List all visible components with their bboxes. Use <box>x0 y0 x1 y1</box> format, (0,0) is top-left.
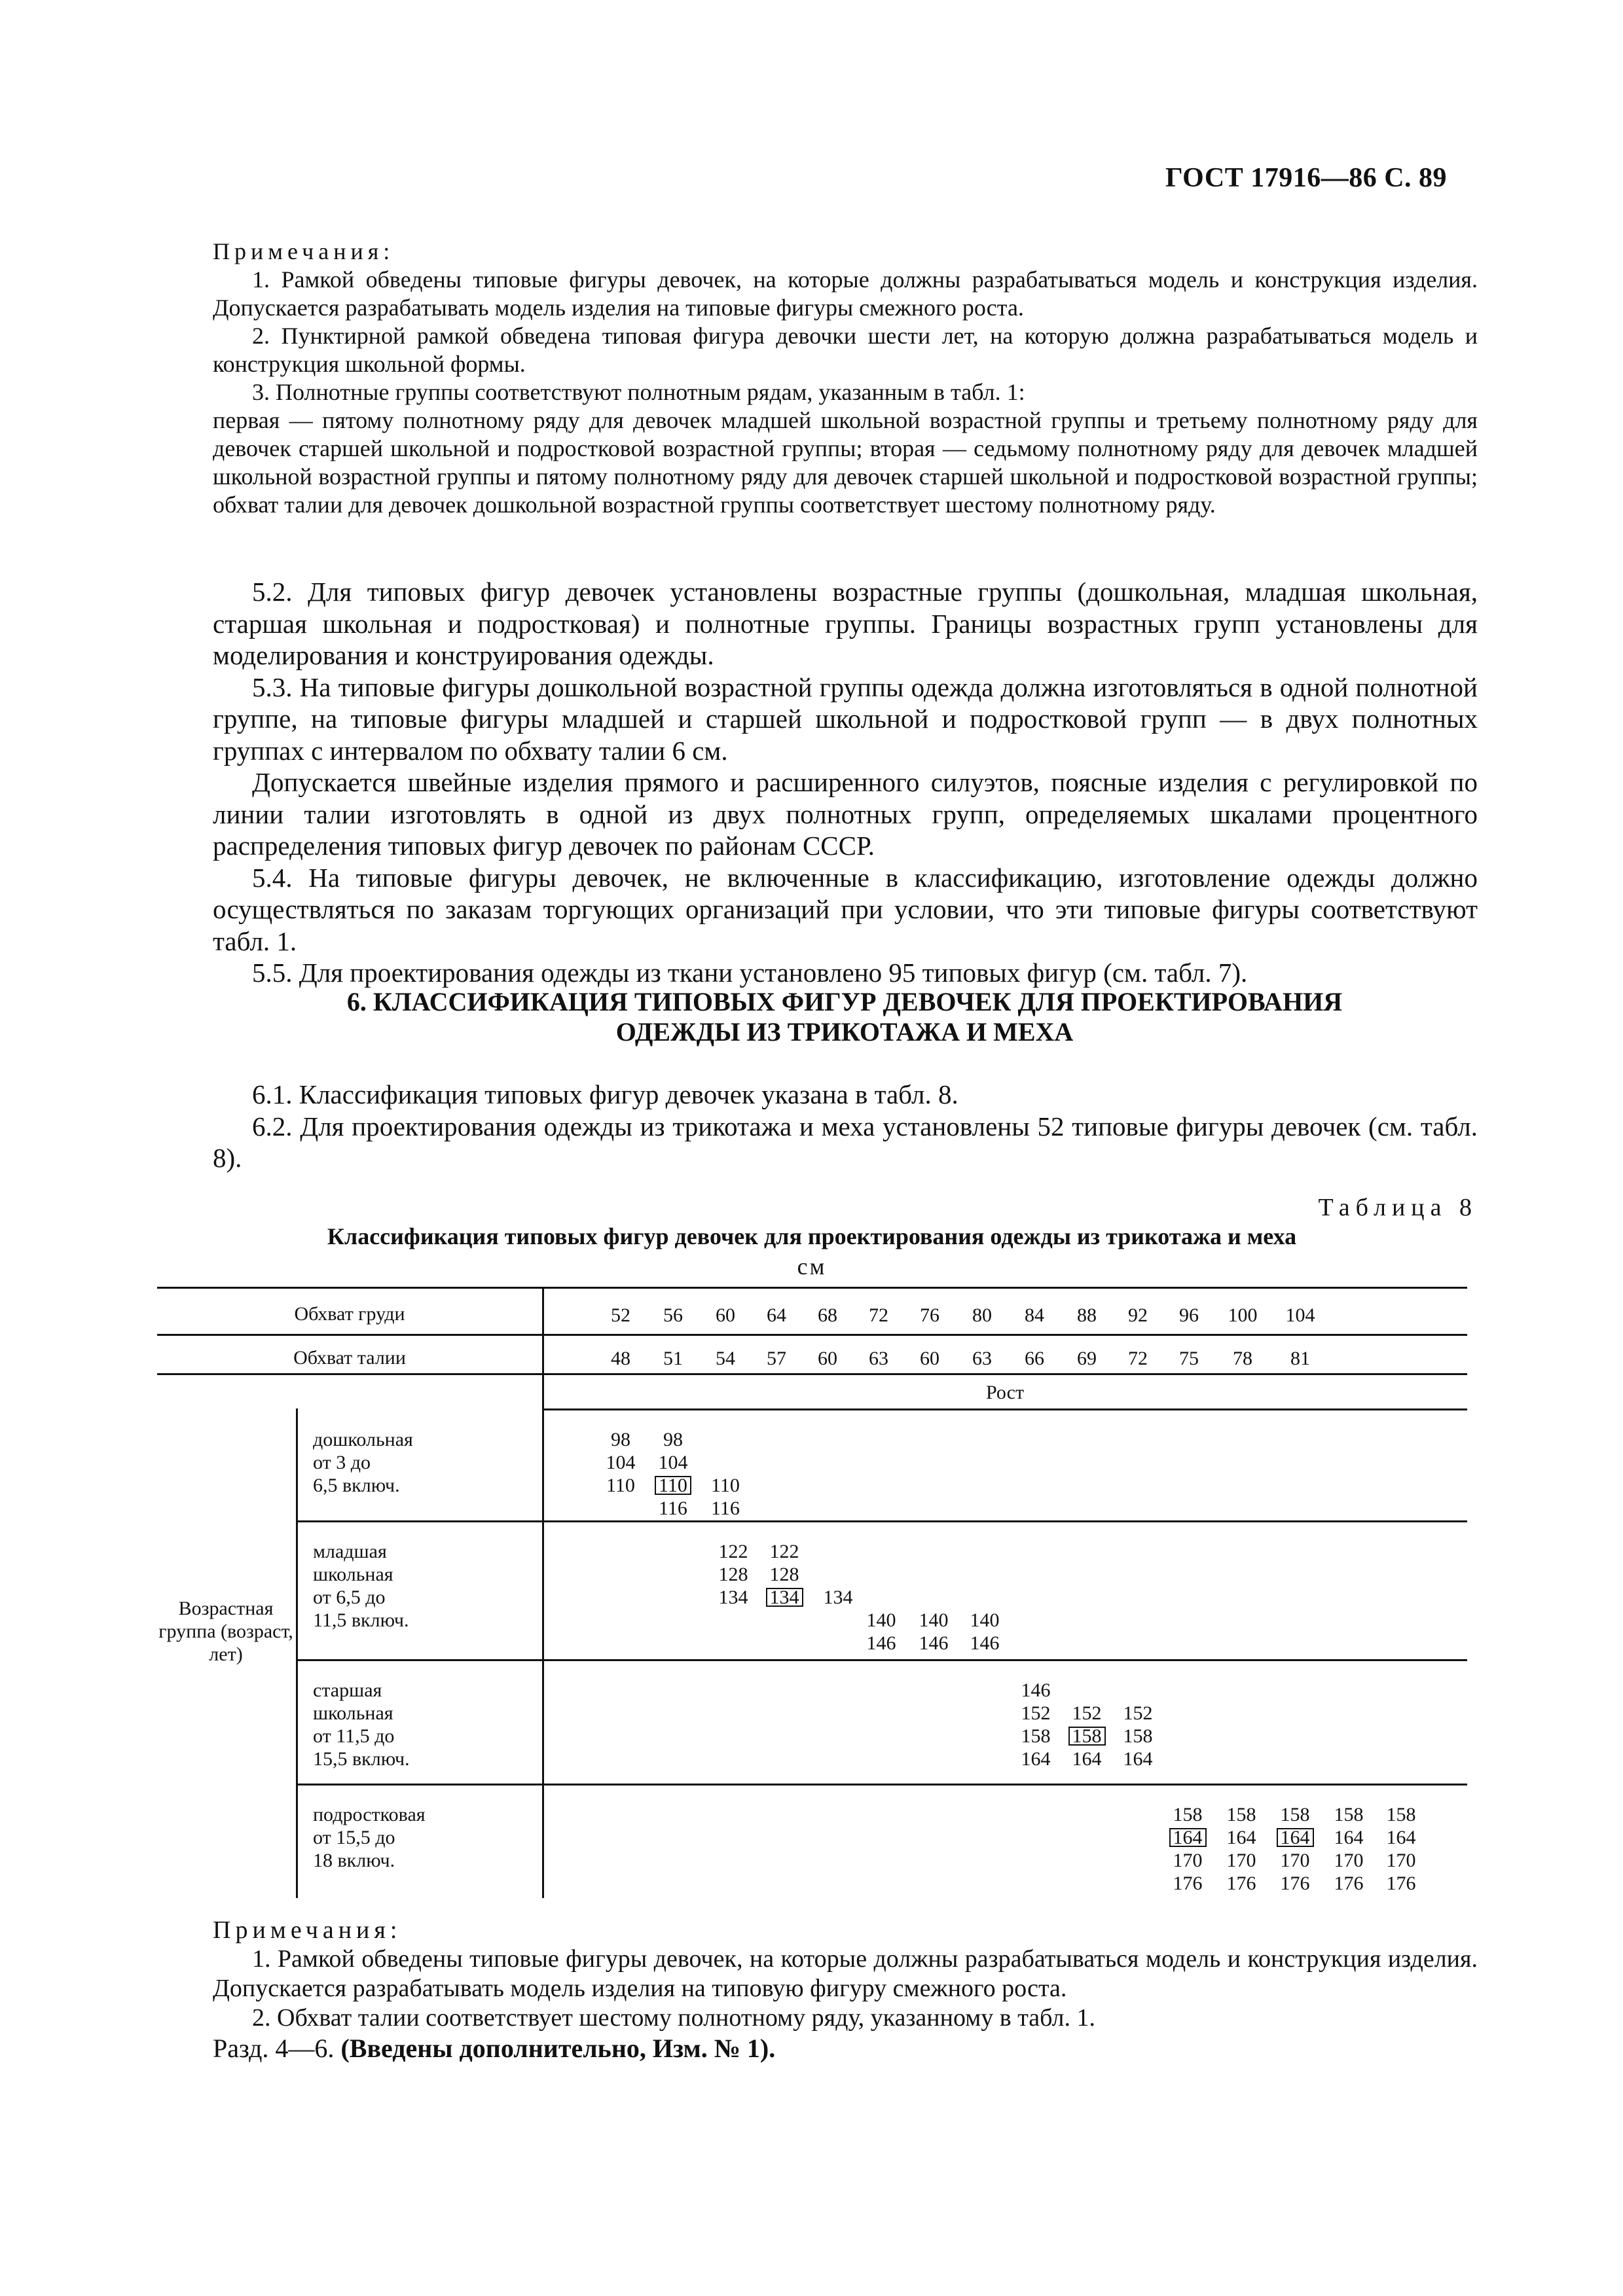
height-value: 164 <box>1021 1748 1051 1770</box>
page-header: ГОСТ 17916—86 С. 89 <box>1165 163 1448 193</box>
note-item: 2. Обхват талии соответствует шестому полнотному ряду, указанному в табл. 1. <box>252 2004 1096 2032</box>
height-cell <box>1112 1702 1164 1770</box>
height-value: 158 <box>1021 1725 1051 1747</box>
height-value: 122 <box>769 1541 799 1562</box>
note-item: 3. Полнотные группы соответствуют полнотным рядам, указанным в табл. 1: <box>252 379 1025 405</box>
height-value: 176 <box>1386 1873 1416 1894</box>
height-value: 158 <box>1226 1804 1256 1825</box>
height-value: 146 <box>970 1632 1000 1654</box>
height-value: 134 <box>718 1587 748 1608</box>
height-value: 170 <box>1226 1850 1256 1871</box>
waist-value: 51 <box>663 1348 683 1369</box>
height-value: 128 <box>718 1564 748 1585</box>
height-value: 158 <box>1334 1804 1364 1825</box>
waist-value: 66 <box>1025 1348 1044 1369</box>
height-value: 140 <box>866 1609 896 1631</box>
bust-value: 84 <box>1025 1304 1044 1326</box>
table-rule <box>157 1373 1467 1375</box>
bust-value: 56 <box>663 1304 683 1326</box>
height-value: 98 <box>663 1429 683 1450</box>
height-value: 110 <box>711 1475 740 1496</box>
height-value-boxed: 134 <box>766 1588 803 1607</box>
height-cell <box>1161 1803 1214 1895</box>
height-value: 176 <box>1173 1873 1203 1894</box>
height-cell <box>707 1540 759 1609</box>
note-item: 1. Рамкой обведены типовые фигуры девочек, на которые должны разрабатываться модель и конструкция изделия. Допускается разрабатывать модель изделия на типовую фигуру смежного роста. <box>213 1945 1478 2002</box>
table-rule <box>296 1659 1467 1661</box>
row-label-bust: Обхват груди <box>294 1303 405 1325</box>
waist-value: 72 <box>1128 1348 1148 1369</box>
table-rule <box>542 1287 544 1898</box>
height-cell <box>812 1586 864 1609</box>
height-cell <box>594 1428 647 1497</box>
height-cell <box>1322 1803 1375 1895</box>
height-value: 152 <box>1021 1702 1051 1724</box>
paragraph: Допускается швейные изделия прямого и расширенного силуэтов, поясные изделия с регулировкой по линии талии изготовлять в одной из двух полнотных групп, определяемых шкалами процентного распределения типовых фигур девочек по районам СССР. <box>213 767 1478 861</box>
table-rule <box>296 1408 298 1898</box>
height-cell <box>1375 1803 1427 1895</box>
height-value: 170 <box>1280 1850 1310 1871</box>
waist-value: 81 <box>1290 1348 1310 1369</box>
waist-value: 48 <box>611 1348 630 1369</box>
waist-value: 60 <box>920 1348 939 1369</box>
table-rule <box>296 1520 1467 1522</box>
waist-value: 75 <box>1179 1348 1199 1369</box>
waist-value: 57 <box>767 1348 786 1369</box>
amendment-bold: (Введены дополнительно, Изм. № 1). <box>340 2034 776 2063</box>
height-value: 140 <box>919 1609 949 1631</box>
height-value: 98 <box>611 1429 630 1450</box>
note-item: 1. Рамкой обведены типовые фигуры девочек, на которые должны разрабатываться модель и конструкция изделия. Допускается разрабатывать модель изделия на типовые фигуры смежного роста. <box>213 266 1478 321</box>
height-value: 128 <box>769 1564 799 1585</box>
row-label-waist: Обхват талии <box>293 1347 406 1369</box>
bust-value: 100 <box>1228 1304 1258 1326</box>
height-cell <box>1269 1803 1321 1895</box>
table-rule <box>157 1334 1467 1336</box>
table-title: Классификация типовых фигур девочек для проектирования одежды из трикотажа и меха <box>327 1223 1297 1249</box>
section-title-line: ОДЕЖДЫ ИЗ ТРИКОТАЖА И МЕХА <box>615 1017 1074 1047</box>
amendment-prefix: Разд. 4—6. <box>213 2034 341 2063</box>
height-value: 158 <box>1123 1725 1153 1747</box>
height-value: 116 <box>659 1498 687 1519</box>
section-title-line: 6. КЛАССИФИКАЦИЯ ТИПОВЫХ ФИГУР ДЕВОЧЕК ДЛЯ ПРОЕКТИРОВАНИЯ <box>346 987 1343 1016</box>
waist-value: 60 <box>818 1348 837 1369</box>
paragraph: 6.1. Классификация типовых фигур девочек указана в табл. 8. <box>252 1079 958 1109</box>
age-group-label: Возрастная группа (возраст, лет) <box>158 1598 293 1665</box>
height-value: 164 <box>1386 1827 1416 1848</box>
height-value: 170 <box>1334 1850 1364 1871</box>
height-value: 170 <box>1173 1850 1203 1871</box>
bust-value: 80 <box>972 1304 992 1326</box>
height-header: Рост <box>985 1382 1025 1403</box>
height-value: 110 <box>606 1475 635 1496</box>
height-value: 176 <box>1280 1873 1310 1894</box>
height-cell <box>958 1609 1011 1655</box>
paragraph: 5.2. Для типовых фигур девочек установлены возрастные группы (дошкольная, младшая школьная, старшая школьная и подростковая) и полнотные группы. Границы возрастных групп установлены для моделирования и конструирования одежды. <box>213 577 1478 670</box>
group-label-senior: старшая школьная от 11,5 до 15,5 включ. <box>313 1679 410 1770</box>
height-value: 158 <box>1280 1804 1310 1825</box>
table-rule <box>296 1784 1467 1785</box>
height-value: 152 <box>1123 1702 1153 1724</box>
notes-title: Примечания: <box>213 1916 402 1944</box>
bust-value: 76 <box>920 1304 939 1326</box>
table-unit: см <box>797 1253 827 1280</box>
waist-value: 63 <box>869 1348 888 1369</box>
notes-block-2 <box>213 1916 1478 2064</box>
paragraph: 6.2. Для проектирования одежды из трикотажа и меха установлены 52 типовые фигуры девочек (см. табл. 8). <box>213 1111 1478 1173</box>
bust-value: 64 <box>767 1304 786 1326</box>
bust-value: 104 <box>1285 1304 1315 1326</box>
bust-value: 68 <box>818 1304 837 1326</box>
height-value: 116 <box>711 1498 740 1519</box>
bust-value: 72 <box>869 1304 888 1326</box>
bust-value: 60 <box>716 1304 735 1326</box>
height-cell <box>699 1474 752 1520</box>
height-value: 158 <box>1173 1804 1203 1825</box>
table-rule <box>543 1408 1467 1410</box>
height-cell <box>855 1609 907 1655</box>
height-value: 170 <box>1386 1850 1416 1871</box>
height-cell <box>1215 1803 1267 1895</box>
height-cell <box>907 1609 960 1655</box>
height-value-boxed: 110 <box>655 1476 691 1495</box>
bust-value: 52 <box>611 1304 630 1326</box>
note-continuation: первая — пятому полнотному ряду для девочек младшей школьной возрастной группы и третьему полнотному ряду для девочек старшей школьной и подростковой возрастной группы; вторая — седьмому полнотному ряду для девочек младшей школьной возрастной группы и пятому полнотному ряду для девочек старшей школьной и подростковой возрастной группы; обхват талии для девочек дошкольной возрастной группы соответствует шестому полнотному ряду. <box>213 407 1478 518</box>
paragraph: 5.4. На типовые фигуры девочек, не включенные в классификацию, изготовление одежды должно осуществляться по заказам торгующих организаций при условии, что эти типовые фигуры соответствуют табл. 1. <box>213 862 1478 956</box>
group-label-teen: подростковая от 15,5 до 18 включ. <box>313 1804 426 1871</box>
amendment-note <box>213 2033 1478 2064</box>
notes-block-1 <box>213 238 1478 519</box>
body-section-5 <box>213 576 1478 989</box>
height-value: 122 <box>718 1541 748 1562</box>
height-value-boxed: 158 <box>1068 1727 1106 1746</box>
height-value: 104 <box>658 1452 688 1473</box>
height-value: 146 <box>919 1632 949 1654</box>
height-value: 176 <box>1334 1873 1364 1894</box>
waist-value: 63 <box>972 1348 992 1369</box>
note-item: 2. Пунктирной рамкой обведена типовая фигура девочки шести лет, на которую должна разрабатываться модель и конструкция школьной формы. <box>213 323 1478 377</box>
height-value: 176 <box>1226 1873 1256 1894</box>
height-value: 146 <box>866 1632 896 1654</box>
table-rule <box>157 1287 1467 1289</box>
waist-value: 78 <box>1233 1348 1252 1369</box>
group-label-junior: младшая школьная от 6,5 до 11,5 включ. <box>313 1541 409 1631</box>
height-value-boxed: 164 <box>1277 1828 1314 1847</box>
height-value: 164 <box>1072 1748 1102 1770</box>
paragraph: 5.3. На типовые фигуры дошкольной возрастной группы одежда должна изготовляться в одной полнотной группе, на типовые фигуры младшей и старшей школьной и подростковой групп — в двух полнотных группах с интервалом по обхвату талии 6 см. <box>213 672 1478 766</box>
height-value-boxed: 164 <box>1169 1828 1207 1847</box>
height-cell <box>647 1428 699 1520</box>
paragraph: 5.5. Для проектирования одежды из ткани установлено 95 типовых фигур (см. табл. 7). <box>252 958 1248 988</box>
height-cell <box>758 1540 811 1609</box>
height-value: 140 <box>970 1609 1000 1631</box>
height-value: 104 <box>606 1452 636 1473</box>
height-value: 164 <box>1334 1827 1364 1848</box>
height-value: 146 <box>1021 1679 1051 1701</box>
bust-value: 88 <box>1077 1304 1097 1326</box>
waist-value: 69 <box>1077 1348 1097 1369</box>
height-value: 152 <box>1072 1702 1102 1724</box>
height-value: 164 <box>1123 1748 1153 1770</box>
height-value: 164 <box>1226 1827 1256 1848</box>
height-value: 134 <box>823 1587 853 1608</box>
bust-value: 96 <box>1179 1304 1199 1326</box>
notes-title: Примечания: <box>213 238 395 264</box>
body-section-6 <box>213 1079 1478 1174</box>
bust-value: 92 <box>1128 1304 1148 1326</box>
group-label-preschool: дошкольная от 3 до 6,5 включ. <box>313 1429 413 1496</box>
section-title <box>196 987 1493 1047</box>
height-cell <box>1061 1702 1113 1770</box>
height-cell <box>1010 1679 1062 1770</box>
height-value: 158 <box>1386 1804 1416 1825</box>
waist-value: 54 <box>716 1348 735 1369</box>
table-caption: Таблица 8 <box>1318 1194 1478 1221</box>
